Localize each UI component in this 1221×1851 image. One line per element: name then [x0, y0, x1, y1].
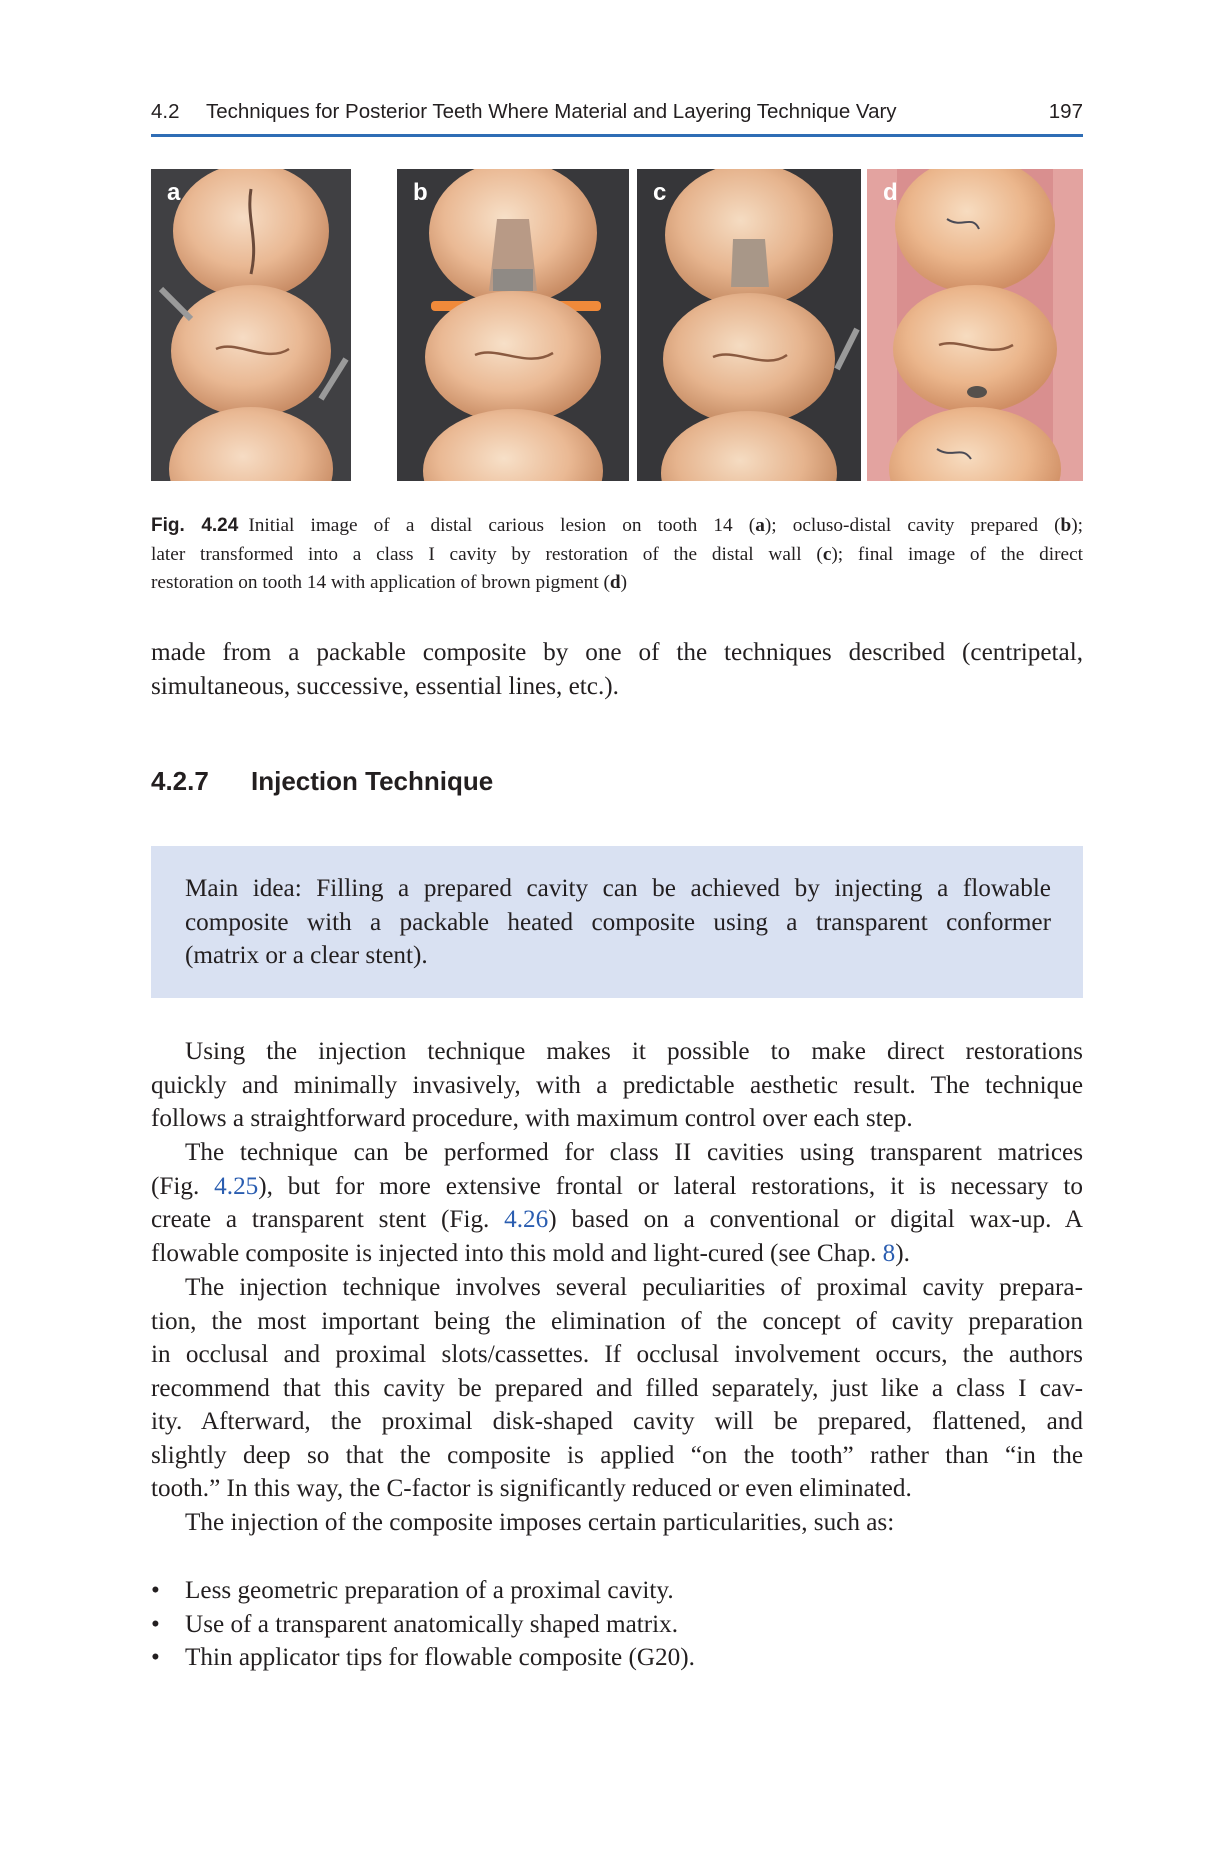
header-section-title: Techniques for Posterior Teeth Where Material and Layering Technique Vary [206, 100, 897, 123]
figure-caption [151, 512, 1083, 598]
panel-label-d: d [883, 179, 898, 206]
bullet-marker: • [151, 1610, 160, 1638]
running-header [151, 96, 1083, 137]
panel-label-a: a [167, 179, 181, 206]
list-item: • Less geometric preparation of a proximal cavity. [151, 1574, 1083, 1608]
figure-link-4-26[interactable]: 4.26 [504, 1206, 549, 1233]
dental-photo-a [151, 169, 351, 481]
dental-photo-c [637, 169, 861, 481]
body-paragraph-2: The technique can be performed for class II cavities using transparent matrices (Fig. 4.25), but for more extensive frontal or lateral restorations, it is necessary to create a transparent stent (Fig. 4.26) based on a conventional or digital wax-up. A flowable composite is injected into this mold and light-cured (see Chap. 8). [151, 1139, 1084, 1267]
figure-panel-b [397, 169, 629, 481]
list-item: • Thin applicator tips for flowable composite (G20). [151, 1641, 1083, 1675]
section-title: Injection Technique [251, 766, 494, 796]
main-idea-text: Main idea: Filling a prepared cavity can be achieved by injecting a flowable composite with a packable heated composite using a transparent conformer (matrix or a clear stent). [185, 875, 1051, 969]
figure-label: Fig. 4.24 [151, 515, 239, 536]
figure-panel-a [151, 169, 351, 481]
figure-4-24 [151, 169, 1083, 481]
panel-label-b: b [413, 179, 428, 206]
intro-paragraph: made from a packable composite by one of the techniques described (centripetal, simultaneous, successive, essential lines, etc.). [151, 639, 1083, 700]
section-heading [151, 766, 493, 797]
body-paragraph-3: The injection technique involves several peculiarities of proximal cavity prepara- tion, the most important being the elimination of the concept of cavity preparation in occlusal and proximal slots/cassettes. If occlusal involvement occurs, the authors recommend that this cavity be prepared and filled separately, just like a class I cav- ity. Afterward, the proximal disk-shaped cavity will be prepared, flattened, and slightly deep so that the composite is applied “on the tooth” rather than “in the tooth.” In this way, the C-factor is significantly reduced or even eliminated. [151, 1274, 1083, 1502]
page-number: 197 [1048, 100, 1083, 123]
dental-photo-b [397, 169, 629, 481]
body-paragraph-4: The injection of the composite imposes certain particularities, such as: [185, 1509, 895, 1536]
bullet-list [151, 1574, 1083, 1675]
caption-line-3: restoration on tooth 14 with application of brown pigment (d) [151, 572, 628, 593]
header-section-number: 4.2 [151, 100, 180, 123]
figure-panel-c [637, 169, 861, 481]
body-paragraph-1: Using the injection technique makes it possible to make direct restorations quickly and minimally invasively, with a predictable aesthetic result. The technique follows a straightforward procedure, with maximum control over each step. [151, 1038, 1083, 1132]
figure-panel-d [867, 169, 1083, 481]
caption-line-1: Fig. 4.24 Initial image of a distal carious lesion on tooth 14 (a); ocluso-distal cavity prepared (b); [151, 515, 1084, 536]
section-number: 4.2.7 [151, 766, 209, 796]
main-idea-box [151, 846, 1083, 998]
figure-link-4-25[interactable]: 4.25 [214, 1172, 259, 1200]
bullet-marker: • [151, 1577, 160, 1604]
caption-line-2: later transformed into a class I cavity by restoration of the distal wall (c); final image of the direct [151, 543, 1083, 565]
panel-label-c: c [653, 179, 667, 206]
bullet-marker: • [151, 1644, 160, 1671]
dental-photo-d [867, 169, 1083, 481]
chapter-link-8[interactable]: 8 [882, 1239, 896, 1267]
list-item: • Use of a transparent anatomically shaped matrix. [151, 1608, 1083, 1642]
